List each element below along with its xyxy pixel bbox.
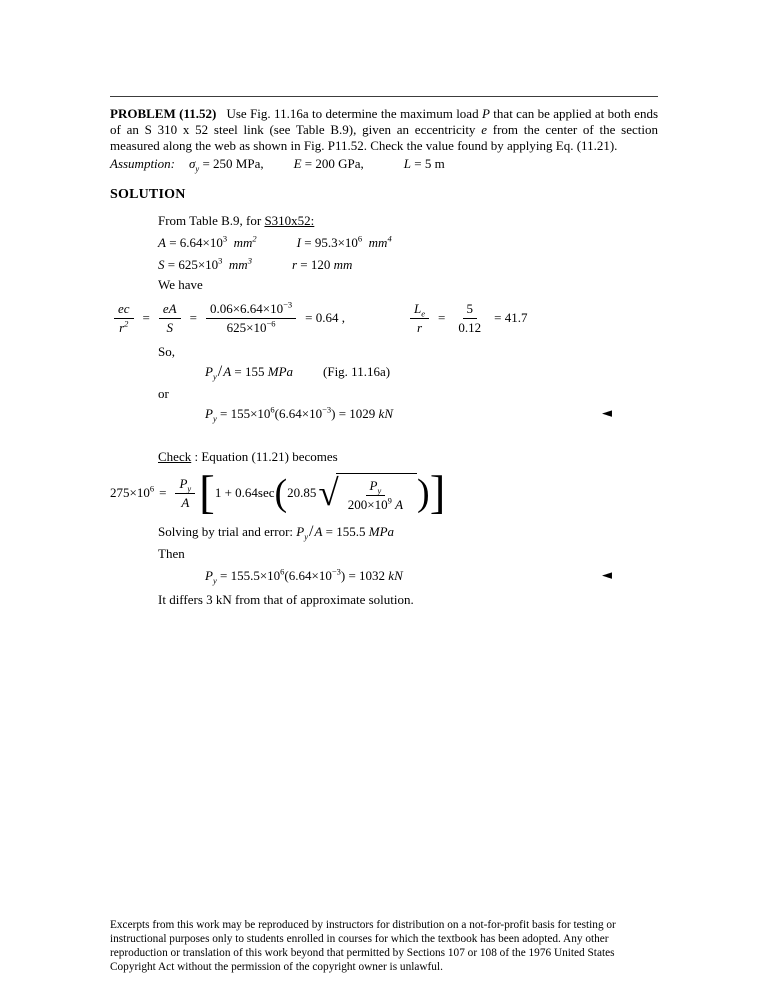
problem-heading: PROBLEM (11.52) — [110, 106, 217, 121]
equals-sign: = — [189, 310, 197, 326]
assumption-line — [110, 156, 658, 172]
page-content — [110, 96, 658, 608]
A-symbol: A — [223, 364, 232, 380]
assumption-L — [404, 156, 445, 171]
fraction-eA-S — [159, 300, 181, 336]
we-have-label: We have — [158, 277, 203, 293]
answer-arrow-icon: ◄ — [602, 406, 612, 422]
A-unit: mm — [233, 235, 253, 251]
or-label: or — [158, 386, 169, 402]
sigma-symbol: σ — [189, 156, 196, 172]
answer-line-2 — [110, 567, 658, 584]
result-value: = 0.64 , — [305, 310, 346, 326]
equals-sign: = — [142, 310, 150, 326]
radical-sign: √ — [318, 472, 339, 514]
unit-MPa: MPa — [267, 364, 294, 380]
exponent: 6 — [270, 404, 275, 415]
solving-line — [158, 523, 658, 540]
value-text: (6.64×10 — [274, 406, 323, 422]
assumption-E — [294, 156, 364, 171]
result-value: = 41.7 — [494, 310, 528, 326]
equals-sign: = — [438, 310, 446, 326]
A-exponent: 3 — [222, 233, 228, 244]
P-symbol: P — [205, 568, 213, 584]
exponent: −3 — [331, 566, 341, 577]
assumption-label: Assumption: — [110, 156, 175, 172]
I-symbol: I — [296, 235, 301, 251]
equals-sign: = — [159, 485, 167, 501]
unit-kN: kN — [388, 568, 403, 584]
divide-slash: / — [309, 523, 314, 541]
frac-den: 0.12 — [458, 320, 482, 336]
problem-text: Use Fig. 11.16a to determine the maximum load — [216, 106, 482, 121]
fraction-Py-A — [175, 475, 195, 511]
frac-num-sub: y — [377, 485, 382, 496]
coefficient: 20.85 — [287, 485, 317, 501]
check-word: Check — [158, 449, 192, 465]
property-line-1 — [158, 232, 658, 254]
sigma-subscript: y — [195, 163, 200, 174]
frac-den-exp: −6 — [266, 318, 276, 329]
frac-num: 5 — [463, 300, 478, 319]
S-value: = 625×10 — [164, 257, 219, 273]
E-value: = 200 GPa, — [301, 156, 364, 172]
solution-heading: SOLUTION — [110, 187, 186, 203]
I-value: = 95.3×10 — [301, 235, 358, 251]
frac-den-exp: 9 — [387, 495, 392, 506]
answer-arrow-icon: ◄ — [602, 568, 612, 584]
top-rule — [110, 96, 658, 97]
frac-num: 0.06×6.64×10 — [209, 301, 284, 317]
problem-paragraph — [110, 106, 658, 153]
E-symbol: E — [293, 156, 302, 172]
lhs-text: 275×10 — [110, 485, 150, 501]
lhs-value — [110, 485, 154, 501]
frac-den-exp: 2 — [124, 318, 129, 329]
prop-r — [292, 257, 352, 272]
value-text: = 155.5×10 — [216, 568, 281, 584]
exponent: −3 — [322, 404, 332, 415]
value-text: = 155×10 — [216, 406, 271, 422]
r-value: = 120 — [297, 257, 334, 273]
I-unit-exponent: 4 — [387, 233, 392, 244]
frac-den: 200×10 — [347, 497, 388, 513]
P-symbol: P — [205, 406, 213, 422]
section-designation: S310x52: — [264, 213, 315, 229]
S-unit-exponent: 3 — [247, 255, 252, 266]
value-text: ) = 1029 — [331, 406, 379, 422]
square-root — [318, 473, 417, 513]
P-subscript: y — [212, 413, 217, 424]
P-subscript: y — [212, 575, 217, 586]
var-P: P — [481, 106, 490, 121]
check-text: : Equation (11.21) becomes — [191, 449, 338, 465]
sigma-value: = 250 MPa, — [199, 156, 264, 172]
so-label: So, — [158, 344, 175, 360]
fraction-5-012 — [454, 300, 485, 336]
answer-line-1 — [110, 405, 658, 422]
footer-copyright: Excerpts from this work may be reproduced by instructors for distribution on a not-for-profit basis for testing or instructional purposes only to students enrolled in courses for which the textbook has been adopted. Any other reproduction or translation of this work beyond that permitted by Sections 107 or 108 of the 1976 United States Copyright Act without the permission of the copyright owner is unlawful. — [110, 919, 616, 973]
divide-slash: / — [217, 363, 223, 381]
frac-den-symbol: A — [395, 497, 404, 513]
frac-den: r — [416, 320, 423, 336]
lhs-exponent: 6 — [149, 483, 155, 494]
S-unit: mm — [228, 257, 248, 273]
equation-eccentricity-ratio — [110, 300, 658, 336]
L-symbol: L — [403, 156, 412, 172]
unit-kN: kN — [378, 406, 393, 422]
then-label: Then — [158, 546, 185, 562]
check-line — [158, 448, 658, 465]
equation-secant-formula: $275\times 10^6$ = $\frac{P_y}{A}$ [ 1 + 0.64sec ( 20.85 √ $\frac{P_y}{200\times 10^9 A}$ ) ] — [110, 467, 446, 520]
P-subscript: y — [212, 371, 217, 382]
frac-num-sub: y — [187, 483, 192, 494]
prop-S — [158, 257, 252, 272]
frac-num: L — [414, 301, 422, 317]
P-symbol: P — [205, 364, 213, 380]
unit-MPa: MPa — [368, 524, 395, 540]
frac-num-exp: −3 — [283, 299, 293, 310]
S-exponent: 3 — [218, 255, 223, 266]
property-line-2 — [158, 254, 658, 276]
r-unit: mm — [333, 257, 353, 273]
problem-text: that can be applied at both ends of an S 310 x 52 steel link (see Table B.9), given an eccentricity — [110, 106, 659, 137]
equation-py-over-a — [205, 363, 658, 380]
fraction-ec-r2 — [114, 300, 134, 336]
var-e: e — [481, 121, 487, 137]
equation-py-result — [205, 405, 658, 422]
L-value: = 5 m — [411, 156, 445, 172]
I-unit: mm — [368, 235, 388, 251]
value-text: (6.64×10 — [284, 568, 332, 584]
table-lookup-text: From Table B.9, for — [158, 213, 265, 229]
equation-py-final — [205, 567, 658, 584]
I-exponent: 6 — [357, 233, 363, 244]
r-symbol: r — [291, 257, 298, 273]
fraction-Le-r — [410, 300, 429, 336]
frac-num: eA — [162, 301, 177, 317]
value-text: = 155 — [231, 364, 268, 380]
problem-text: from the center of the section measured along the web as shown in Fig. P11.52. Check the value found by applying Eq. (11.21). — [110, 121, 658, 153]
frac-num: P — [179, 476, 188, 492]
P-subscript: y — [304, 531, 309, 542]
fraction-under-root — [344, 477, 407, 513]
table-lookup-line — [158, 212, 658, 229]
assumption-sigma — [189, 156, 264, 174]
prop-A — [158, 235, 257, 250]
frac-num: ec — [118, 301, 130, 317]
closing-line: It differs 3 kN from that of approximate solution. — [158, 592, 414, 608]
frac-num: P — [369, 478, 378, 494]
frac-den: S — [166, 320, 173, 336]
S-symbol: S — [158, 257, 165, 273]
A-symbol: A — [158, 235, 166, 251]
exponent: 6 — [280, 566, 285, 577]
fraction-numeric — [206, 300, 296, 336]
frac-den: r — [119, 320, 125, 336]
frac-den: 625×10 — [226, 320, 267, 336]
prop-I — [297, 235, 392, 250]
value-text: ) = 1032 — [340, 568, 389, 584]
A-symbol: A — [314, 524, 323, 540]
A-value: = 6.64×10 — [165, 235, 223, 251]
frac-den: A — [181, 495, 190, 511]
P-symbol: P — [296, 524, 305, 540]
secant-term: 1 + 0.64sec — [214, 485, 275, 501]
A-unit-exponent: 2 — [252, 233, 257, 244]
figure-reference: (Fig. 11.16a) — [323, 364, 391, 380]
solving-text: Solving by trial and error: — [158, 524, 297, 540]
radicand — [336, 473, 417, 513]
value-text: = 155.5 — [322, 524, 369, 540]
frac-num-sub: e — [421, 308, 426, 319]
